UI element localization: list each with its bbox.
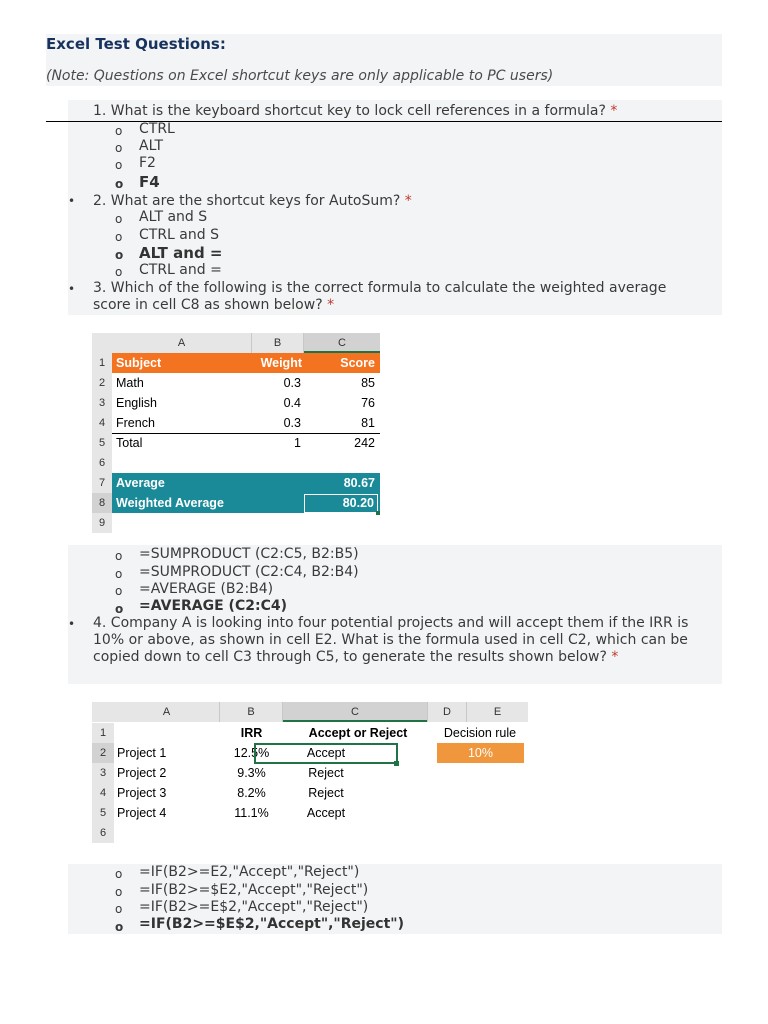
cell-a4: French bbox=[116, 416, 155, 430]
cell-a1: Subject bbox=[116, 356, 162, 370]
bullet: • bbox=[68, 617, 76, 631]
question-1-text: 1. What is the keyboard shortcut key to lock cell references in a formula? bbox=[93, 103, 606, 119]
option-marker: o bbox=[115, 902, 123, 916]
row-number: 1 bbox=[92, 353, 112, 373]
row-number-selected: 8 bbox=[92, 493, 112, 513]
row-number: 6 bbox=[92, 453, 112, 473]
cell-c2: 85 bbox=[361, 376, 375, 390]
row-number: 1 bbox=[92, 723, 114, 743]
cell-a2: Math bbox=[116, 376, 144, 390]
option-marker: o bbox=[115, 867, 123, 881]
bullet: • bbox=[68, 194, 76, 208]
option-marker: o bbox=[115, 602, 124, 616]
cell-a8: Weighted Average bbox=[116, 496, 224, 510]
q1-option-d-correct[interactable]: F4 bbox=[139, 173, 160, 191]
option-marker: o bbox=[115, 158, 123, 172]
cell-b5: 1 bbox=[294, 436, 301, 450]
row-number: 4 bbox=[92, 413, 112, 433]
cell-c3: Reject bbox=[308, 766, 344, 780]
cell-c8-selected[interactable]: 80.20 bbox=[304, 494, 378, 513]
q4-option-b[interactable]: =IF(B2>=$E2,"Accept","Reject") bbox=[139, 882, 369, 898]
q4-option-c[interactable]: =IF(B2>=E$2,"Accept","Reject") bbox=[139, 899, 369, 915]
row-number: 2 bbox=[92, 373, 112, 393]
q2-option-c-correct[interactable]: ALT and = bbox=[139, 244, 223, 262]
cell-b2: 0.3 bbox=[283, 376, 301, 390]
row-number: 4 bbox=[92, 783, 114, 803]
option-marker: o bbox=[115, 177, 124, 191]
q1-option-c[interactable]: F2 bbox=[139, 155, 156, 171]
question-3-text: 3. Which of the following is the correct formula to calculate the weighted average score in cell C8 as shown below? bbox=[93, 280, 667, 313]
option-marker: o bbox=[115, 212, 123, 226]
row-number-selected: 2 bbox=[92, 743, 114, 763]
cell-c1: Accept or Reject bbox=[308, 726, 408, 740]
cell-c5: 242 bbox=[354, 436, 375, 450]
column-header-selected: C bbox=[283, 702, 427, 722]
row-number: 3 bbox=[92, 763, 114, 783]
row-number: 5 bbox=[92, 803, 114, 823]
q4-option-d-correct[interactable]: =IF(B2>=$E$2,"Accept","Reject") bbox=[139, 916, 404, 932]
q3-option-b[interactable]: =SUMPRODUCT (C2:C4, B2:B4) bbox=[139, 564, 359, 580]
question-4-text: 4. Company A is looking into four potential projects and will accept them if the IRR is 10% or above, as shown in cell E2. What is the formula used in cell C2, which can be copied down to cell C3 through C5, to generate the results shown below? bbox=[93, 615, 689, 665]
cell-c3: 76 bbox=[361, 396, 375, 410]
cell-b4: 8.2% bbox=[237, 786, 266, 800]
option-marker: o bbox=[115, 584, 123, 598]
row-number: 6 bbox=[92, 823, 114, 843]
q3-option-a[interactable]: =SUMPRODUCT (C2:C5, B2:B5) bbox=[139, 546, 359, 562]
required-mark: * bbox=[610, 103, 618, 119]
option-marker: o bbox=[115, 265, 123, 279]
cell-b2: 12.5% bbox=[233, 746, 270, 760]
cell-e1: Decision rule bbox=[443, 726, 517, 740]
option-marker: o bbox=[115, 567, 123, 581]
cell-a3: English bbox=[116, 396, 157, 410]
cell-c2-selected[interactable]: Accept bbox=[254, 743, 398, 764]
cell-a2: Project 1 bbox=[117, 746, 167, 760]
row-number: 9 bbox=[92, 513, 112, 533]
option-marker: o bbox=[115, 549, 123, 563]
corner-cell bbox=[92, 702, 114, 722]
option-marker: o bbox=[115, 141, 123, 155]
required-mark: * bbox=[611, 649, 619, 665]
required-mark: * bbox=[327, 297, 335, 313]
cell-a5: Project 4 bbox=[117, 806, 167, 820]
q3-option-d-correct[interactable]: =AVERAGE (C2:C4) bbox=[139, 598, 287, 614]
option-marker: o bbox=[115, 124, 123, 138]
column-header: B bbox=[252, 333, 304, 353]
q3-option-c[interactable]: =AVERAGE (B2:B4) bbox=[139, 581, 274, 597]
q1-option-a[interactable]: CTRL bbox=[139, 121, 175, 137]
cell-e2-decision: 10% bbox=[437, 743, 524, 763]
cell-b3: 9.3% bbox=[237, 766, 266, 780]
cell-c7: 80.67 bbox=[343, 476, 375, 490]
column-header-selected: C bbox=[304, 333, 380, 353]
column-header: A bbox=[114, 702, 220, 722]
cell-a4: Project 3 bbox=[117, 786, 167, 800]
note-text: (Note: Questions on Excel shortcut keys are only applicable to PC users) bbox=[46, 68, 554, 84]
question-4 bbox=[93, 615, 713, 666]
fill-handle[interactable] bbox=[376, 511, 380, 515]
cell-b1: Weight bbox=[260, 356, 302, 370]
cell-c4: Reject bbox=[308, 786, 344, 800]
row-number: 3 bbox=[92, 393, 112, 413]
option-marker: o bbox=[115, 885, 123, 899]
q4-option-a[interactable]: =IF(B2>=E2,"Accept","Reject") bbox=[139, 864, 360, 880]
cell-b3: 0.4 bbox=[283, 396, 301, 410]
bullet: • bbox=[68, 282, 76, 296]
question-2 bbox=[93, 193, 412, 210]
column-header: E bbox=[467, 702, 528, 722]
cell-b5: 11.1% bbox=[234, 806, 269, 820]
option-marker: o bbox=[115, 920, 124, 934]
q2-option-d[interactable]: CTRL and = bbox=[139, 262, 222, 278]
column-header: B bbox=[220, 702, 283, 722]
page-title: Excel Test Questions: bbox=[46, 35, 226, 53]
corner-cell bbox=[92, 333, 112, 353]
q2-option-b[interactable]: CTRL and S bbox=[139, 227, 219, 243]
q1-option-b[interactable]: ALT bbox=[139, 138, 164, 154]
cell-c4: 81 bbox=[361, 416, 375, 430]
cell-a3: Project 2 bbox=[117, 766, 167, 780]
question-3 bbox=[93, 280, 693, 314]
option-marker: o bbox=[115, 248, 124, 262]
q2-option-a[interactable]: ALT and S bbox=[139, 209, 208, 225]
cell-a7: Average bbox=[116, 476, 165, 490]
cell-b4: 0.3 bbox=[283, 416, 301, 430]
row-number: 7 bbox=[92, 473, 112, 493]
question-2-text: 2. What are the shortcut keys for AutoSum? bbox=[93, 193, 401, 209]
row-number: 5 bbox=[92, 433, 112, 453]
question-1 bbox=[93, 103, 617, 120]
cell-c5: Accept bbox=[306, 806, 346, 820]
spreadsheet-accept-reject bbox=[92, 702, 528, 848]
option-marker: o bbox=[115, 230, 123, 244]
column-header: A bbox=[112, 333, 252, 353]
cell-a5: Total bbox=[116, 436, 143, 450]
cell-c1: Score bbox=[340, 356, 375, 370]
cell-b1: IRR bbox=[240, 726, 263, 740]
spreadsheet-weighted-average bbox=[92, 333, 384, 533]
required-mark: * bbox=[404, 193, 412, 209]
column-header: D bbox=[427, 702, 467, 722]
